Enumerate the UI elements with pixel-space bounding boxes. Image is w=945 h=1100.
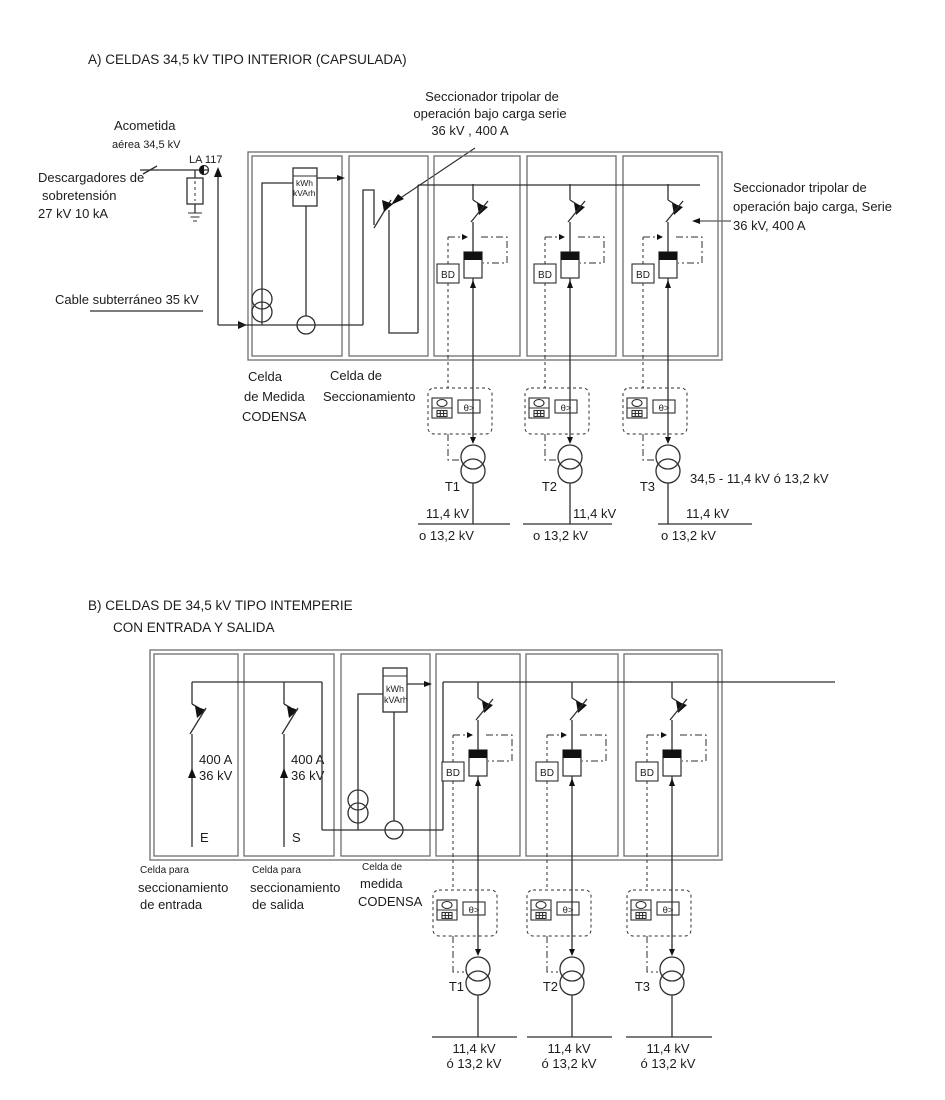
transformer-t2-a	[558, 445, 582, 483]
relay-label-a1: θ>	[463, 403, 475, 414]
secc-top-label-2: operación bajo carga serie	[413, 106, 567, 121]
surge-arrester-symbol	[187, 170, 203, 221]
transformer-t1-b	[466, 957, 490, 995]
secc-top-label-3: 36 kV , 400 A	[431, 123, 509, 138]
lv-label-b2-bot: ó 13,2 kV	[541, 1056, 597, 1071]
t2-label-b: T2	[542, 979, 558, 994]
la117-label: LA 117	[189, 154, 223, 166]
lv-label-b1-bot: ó 13,2 kV	[446, 1056, 502, 1071]
relay-label-b2: θ>	[562, 905, 574, 916]
sectionalizer-cell-a-internals	[344, 185, 700, 333]
entrada-letter: E	[200, 830, 209, 845]
relay-label-a3: θ>	[658, 403, 670, 414]
transformer-t1-a	[461, 445, 485, 483]
t2-label-a: T2	[541, 479, 557, 494]
t3-rating-label: 34,5 - 11,4 kV ó 13,2 kV	[690, 471, 829, 486]
meter-kwh-label-a: kWh	[296, 178, 313, 188]
arrester-label-2: sobretensión	[42, 188, 117, 203]
cell-entrada-label-1: Celda para	[140, 865, 189, 876]
relay-label-a2: θ>	[560, 403, 572, 414]
cell-medida-label-1: Celda	[248, 369, 282, 384]
secc-right-label-2: operación bajo carga, Serie	[733, 199, 892, 214]
cell-medida-label-2: de Medida	[244, 389, 305, 404]
lv-label-b2-top: 11,4 kV	[547, 1041, 591, 1056]
arrester-label-1: Descargadores de	[38, 170, 145, 185]
incoming-overhead-line	[38, 118, 247, 329]
acometida-label: Acometida	[114, 118, 176, 133]
cell-medida-b-label-2: medida	[360, 876, 403, 891]
bd-label-a2: BD	[538, 270, 552, 281]
arrester-label-3: 27 kV 10 kA	[38, 206, 109, 221]
sectionalizer-switch-a	[382, 200, 393, 212]
cell-salida-label-1: Celda para	[252, 865, 301, 876]
lv-label-a2-bot: o 13,2 kV	[533, 528, 588, 543]
cell-medida-b-label-3: CODENSA	[358, 894, 423, 909]
cell-salida-label-2: seccionamiento	[250, 880, 341, 895]
lv-label-a3-bot: o 13,2 kV	[661, 528, 716, 543]
secc-top-label-1: Seccionador tripolar de	[425, 89, 559, 104]
secc-right-label-1: Seccionador tripolar de	[733, 180, 867, 195]
cell-medida-b-label-1: Celda de	[362, 862, 403, 873]
line-arrow-up	[214, 167, 222, 177]
acometida-voltage-label: aérea 34,5 kV	[112, 139, 181, 151]
bd-label-b3: BD	[640, 768, 654, 779]
salida-letter: S	[292, 830, 301, 845]
section-a	[38, 52, 892, 543]
section-b-title-1: B) CELDAS DE 34,5 kV TIPO INTEMPERIE	[88, 598, 353, 613]
transformer-t3-a	[656, 445, 680, 483]
salida-rating-2: 36 kV	[291, 768, 325, 783]
bd-label-a1: BD	[441, 270, 455, 281]
meter-kvarh-label-a: kVArh	[293, 188, 316, 198]
section-b-title-2: CON ENTRADA Y SALIDA	[113, 620, 275, 635]
transformer-t3-b	[660, 957, 684, 995]
bd-label-a3: BD	[636, 270, 650, 281]
section-a-title: A) CELDAS 34,5 kV TIPO INTERIOR (CAPSULADA)	[88, 52, 407, 67]
cell-salida-label-3: de salida	[252, 897, 305, 912]
secc-right-label-3: 36 kV, 400 A	[733, 218, 806, 233]
trafo-branches-a	[418, 356, 829, 543]
t1-label-a: T1	[444, 479, 460, 494]
seccionador-top-annotation	[391, 89, 567, 205]
lv-label-b1-top: 11,4 kV	[452, 1041, 496, 1056]
lv-label-a3-top: 11,4 kV	[686, 506, 730, 521]
bus-routing-b	[192, 682, 835, 830]
t1-label-b: T1	[448, 979, 464, 994]
entrada-rating-2: 36 kV	[199, 768, 233, 783]
lv-label-b3-top: 11,4 kV	[646, 1041, 690, 1056]
cell-entrada-label-3: de entrada	[140, 897, 203, 912]
transformer-t2-b	[560, 957, 584, 995]
section-b	[88, 598, 835, 1071]
meter-kwh-label-b: kWh	[386, 684, 404, 694]
salida-rating-1: 400 A	[291, 752, 325, 767]
t3-label-a: T3	[639, 479, 655, 494]
bd-label-b2: BD	[540, 768, 554, 779]
cell-secc-label-2: Seccionamiento	[323, 389, 416, 404]
cable-label: Cable subterráneo 35 kV	[55, 292, 199, 307]
lv-label-a1-top: 11,4 kV	[425, 506, 469, 521]
relay-label-b1: θ>	[468, 905, 480, 916]
lv-label-a1-bot: o 13,2 kV	[419, 528, 474, 543]
metering-cell-a-internals	[218, 168, 345, 334]
meter-kvarh-label-b: kVArh	[384, 695, 408, 705]
t3-label-b: T3	[634, 979, 650, 994]
lv-label-a2-top: 11,4 kV	[573, 506, 617, 521]
entrada-rating-1: 400 A	[199, 752, 233, 767]
cell-entrada-label-2: seccionamiento	[138, 880, 229, 895]
trafo-branches-b	[432, 854, 712, 1071]
relay-label-b3: θ>	[662, 905, 674, 916]
lv-label-b3-bot: ó 13,2 kV	[640, 1056, 696, 1071]
metering-cell-b-internals	[348, 668, 432, 839]
cell-secc-label-1: Celda de	[330, 368, 383, 383]
switchgear-lineup-a	[248, 152, 722, 360]
bd-label-b1: BD	[446, 768, 460, 779]
cell-medida-label-3: CODENSA	[242, 409, 307, 424]
